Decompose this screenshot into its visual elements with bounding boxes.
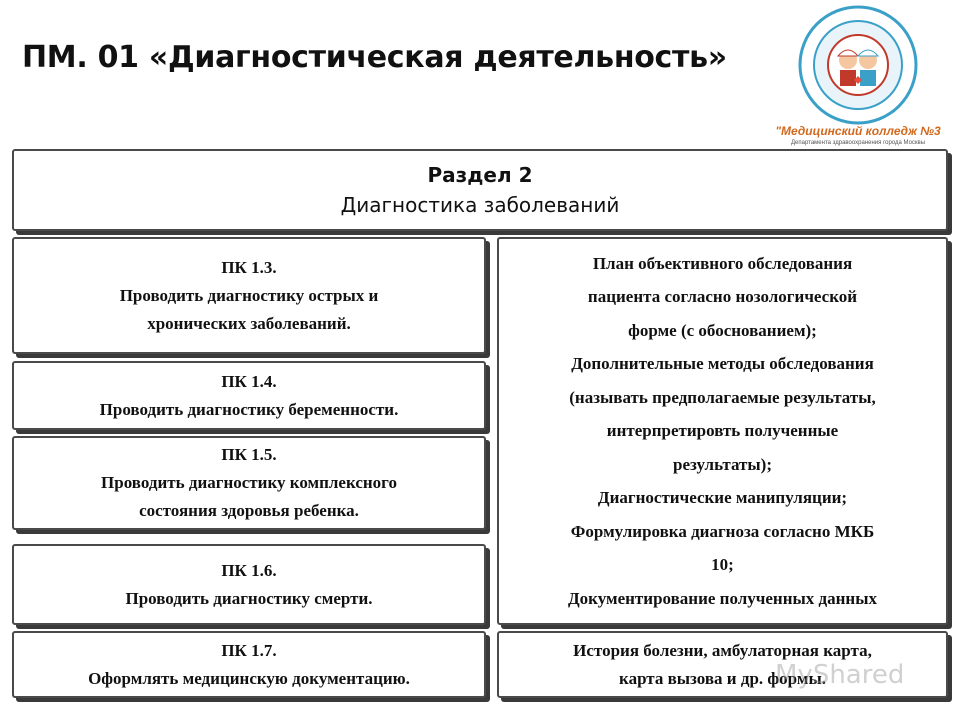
competency-box-1-5 <box>12 436 486 530</box>
competency-text: состояния здоровья ребенка. <box>139 501 359 520</box>
plan-line: (называть предполагаемые результаты, <box>569 387 876 407</box>
competency-text: Оформлять медицинскую документацию. <box>88 668 410 688</box>
plan-line: Документирование полученных данных <box>567 588 877 608</box>
competency-text: Проводить диагностику острых и <box>119 285 379 305</box>
plan-line: интерпретировть полученные <box>606 421 839 441</box>
competency-text: Проводить диагностику смерти. <box>125 588 373 608</box>
section-heading: Раздел 2 <box>427 163 533 187</box>
competency-code: ПК 1.3. <box>221 257 277 277</box>
plan-line: Диагностические манипуляции; <box>597 488 848 508</box>
history-line: История болезни, амбулаторная карта, <box>573 640 872 660</box>
college-logo <box>760 4 956 150</box>
competency-code: ПК 1.6. <box>221 560 277 580</box>
plan-line: План объективного обследования <box>592 253 853 273</box>
logo-caption: "Медицинский колледж №3 <box>775 124 941 138</box>
section-box <box>12 149 948 231</box>
competency-code: ПК 1.5. <box>221 445 277 464</box>
competency-text: Проводить диагностику беременности. <box>99 399 399 419</box>
examination-plan-box <box>497 237 948 625</box>
competency-text: Проводить диагностику комплексного <box>101 473 397 492</box>
slide-title: ПМ. 01 «Диагностическая деятельность» <box>22 40 727 75</box>
competency-box-1-6 <box>12 544 486 625</box>
competency-box-1-4 <box>12 361 486 430</box>
competency-code: ПК 1.4. <box>221 371 277 391</box>
plan-line: 10; <box>711 555 734 575</box>
competency-box-1-7 <box>12 631 486 698</box>
history-line: карта вызова и др. формы. <box>619 668 826 688</box>
section-subheading: Диагностика заболеваний <box>340 193 620 217</box>
plan-line: Формулировка диагноза согласно МКБ <box>570 521 875 541</box>
plan-line: пациента согласно нозологической <box>587 287 858 307</box>
watermark: MyShared <box>775 660 905 690</box>
logo-subtitle: Департамента здравоохранения города Москвы <box>790 140 926 146</box>
competency-code: ПК 1.7. <box>221 640 277 660</box>
college-emblem-icon <box>760 4 956 126</box>
plan-line: Дополнительные методы обследования <box>571 354 874 374</box>
competency-box-1-3 <box>12 237 486 354</box>
competency-text: хронических заболеваний. <box>147 313 351 333</box>
documentation-forms-box <box>497 631 948 698</box>
plan-line: форме (с обоснованием); <box>628 320 817 340</box>
plan-line: результаты); <box>673 454 772 474</box>
